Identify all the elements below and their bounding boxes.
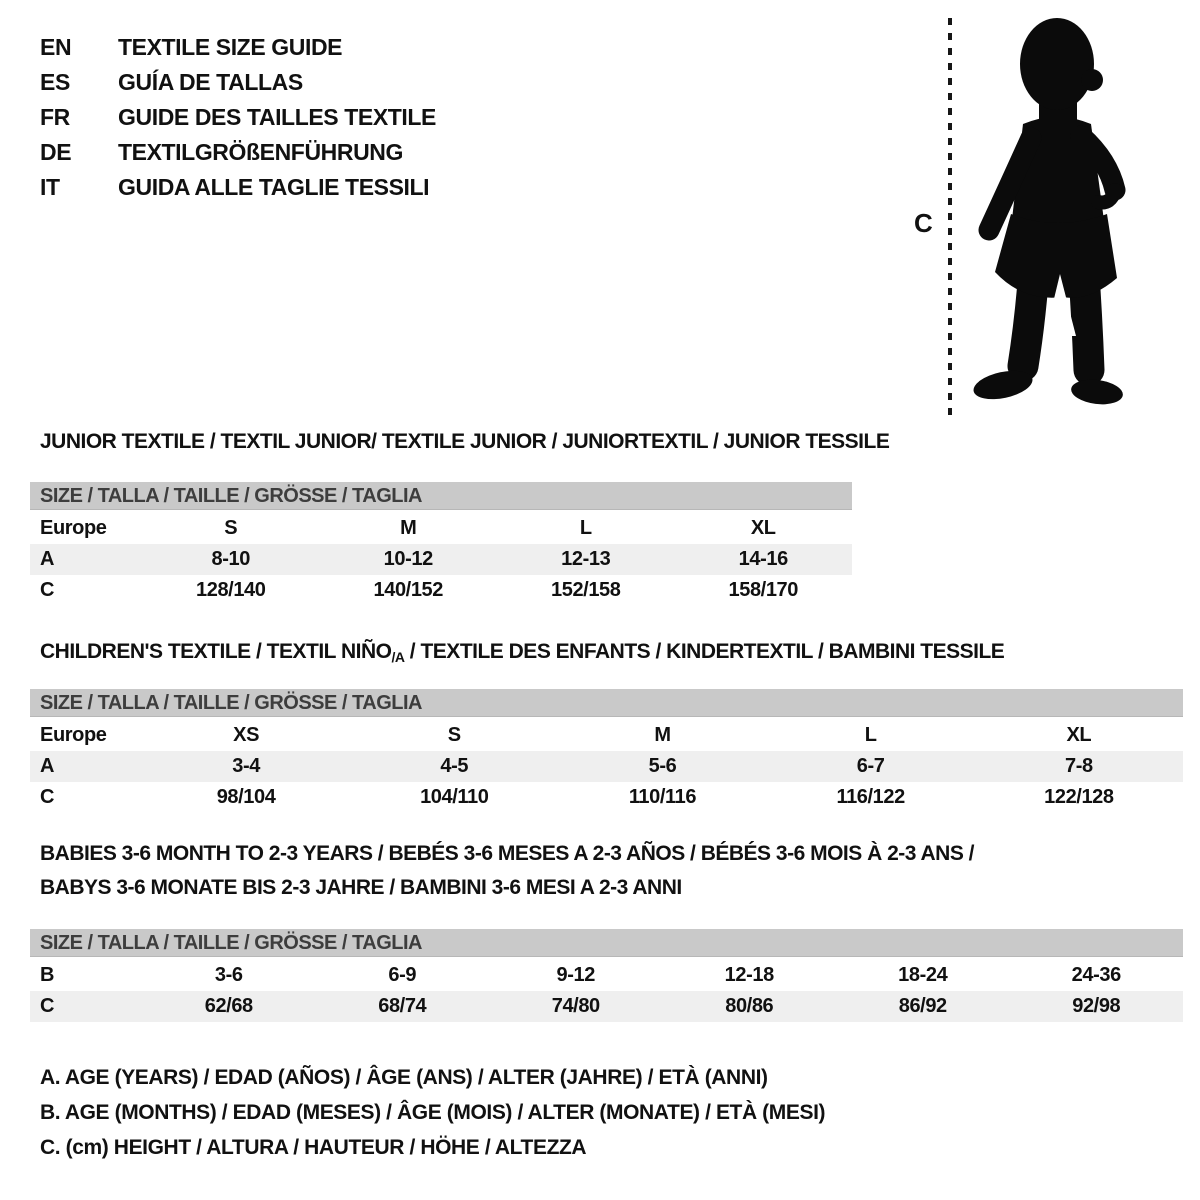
language-title-list — [40, 30, 436, 205]
size-header-bar: SIZE / TALLA / TAILLE / GRÖSSE / TAGLIA — [30, 689, 1183, 717]
size-cell: 92/98 — [1072, 995, 1121, 1017]
title-subscript: /A — [391, 649, 405, 665]
height-measure-line — [948, 18, 952, 416]
size-cell: XL — [1066, 724, 1092, 746]
lang-code: ES — [40, 69, 70, 95]
toddler-silhouette-icon — [962, 16, 1138, 416]
size-cell: 86/92 — [898, 995, 947, 1017]
lang-label: TEXTILE SIZE GUIDE — [118, 34, 343, 60]
size-cell: 5-6 — [648, 755, 677, 777]
legend-height-cm: C. (cm) HEIGHT / ALTURA / HAUTEUR / HÖHE / ALTEZZA — [40, 1136, 587, 1159]
table-row — [30, 720, 1183, 751]
lang-label: TEXTILGRÖßENFÜHRUNG — [118, 139, 403, 165]
row-label: C — [40, 579, 55, 601]
size-header-bar: SIZE / TALLA / TAILLE / GRÖSSE / TAGLIA — [30, 929, 1183, 957]
lang-label: GUIDA ALLE TAGLIE TESSILI — [118, 174, 430, 200]
section-title-junior: JUNIOR TEXTILE / TEXTIL JUNIOR/ TEXTILE JUNIOR / JUNIORTEXTIL / JUNIOR TESSILE — [40, 430, 890, 453]
size-cell: 24-36 — [1071, 964, 1121, 986]
lang-row-en — [40, 30, 436, 65]
size-header-bar: SIZE / TALLA / TAILLE / GRÖSSE / TAGLIA — [30, 482, 852, 510]
size-cell: 3-4 — [232, 755, 260, 777]
section-title-children — [40, 640, 1004, 665]
size-cell: M — [654, 724, 671, 746]
size-cell: 74/80 — [551, 995, 600, 1017]
table-row — [30, 991, 1183, 1022]
lang-label: GUÍA DE TALLAS — [118, 69, 303, 95]
row-label: Europe — [40, 517, 107, 539]
size-cell: 116/122 — [836, 786, 905, 808]
size-cell: 4-5 — [440, 755, 469, 777]
children-size-table — [30, 720, 1183, 813]
table-row — [30, 513, 852, 544]
table-row — [30, 960, 1183, 991]
table-row — [30, 782, 1183, 813]
junior-size-table — [30, 513, 852, 606]
size-cell: 6-9 — [388, 964, 417, 986]
row-label: C — [40, 786, 55, 808]
measure-legend — [40, 1060, 825, 1165]
size-cell: 104/110 — [420, 786, 489, 808]
lang-label: GUIDE DES TAILLES TEXTILE — [118, 104, 436, 130]
row-label: B — [40, 964, 55, 986]
size-cell: 98/104 — [216, 786, 276, 808]
table-row — [30, 544, 852, 575]
size-cell: 18-24 — [898, 964, 948, 986]
size-cell: 14-16 — [738, 548, 788, 570]
size-cell: 122/128 — [1044, 786, 1114, 808]
section-title-babies-line1: BABIES 3-6 MONTH TO 2-3 YEARS / BEBÉS 3-6 MESES A 2-3 AÑOS / BÉBÉS 3-6 MOIS À 2-3 ANS / — [40, 842, 975, 865]
babies-size-table — [30, 960, 1183, 1022]
size-cell: 10-12 — [383, 548, 433, 570]
size-cell: 128/140 — [196, 579, 266, 601]
lang-code: EN — [40, 34, 72, 60]
size-cell: S — [447, 724, 461, 746]
lang-code: DE — [40, 139, 72, 165]
title-text: CHILDREN'S TEXTILE / TEXTIL NIÑO — [40, 640, 392, 663]
size-cell: 152/158 — [551, 579, 621, 601]
size-cell: 12-18 — [724, 964, 774, 986]
title-text: / TEXTILE DES ENFANTS / KINDERTEXTIL / BAMBINI TESSILE — [404, 640, 1005, 663]
size-cell: M — [400, 517, 417, 539]
size-cell: 3-6 — [214, 964, 243, 986]
lang-row-it — [40, 170, 436, 205]
lang-row-es — [40, 65, 436, 100]
row-label: A — [40, 548, 55, 570]
lang-code: IT — [40, 174, 60, 200]
table-row — [30, 575, 852, 606]
lang-row-de — [40, 135, 436, 170]
table-row — [30, 751, 1183, 782]
row-label: C — [40, 995, 55, 1017]
size-cell: 68/74 — [378, 995, 427, 1017]
section-title-babies-line2: BABYS 3-6 MONATE BIS 2-3 JAHRE / BAMBINI 3-6 MESI A 2-3 ANNI — [40, 876, 682, 899]
size-cell: 62/68 — [204, 995, 253, 1017]
legend-age-months: B. AGE (MONTHS) / EDAD (MESES) / ÂGE (MOIS) / ALTER (MONATE) / ETÀ (MESI) — [40, 1101, 826, 1124]
size-cell: S — [224, 517, 238, 539]
size-cell: 12-13 — [561, 548, 611, 570]
lang-code: FR — [40, 104, 70, 130]
height-measure-label: C — [914, 208, 933, 238]
size-cell: 9-12 — [556, 964, 595, 986]
size-cell: 8-10 — [211, 548, 250, 570]
size-cell: 140/152 — [373, 579, 443, 601]
lang-row-fr — [40, 100, 436, 135]
size-cell: XL — [750, 517, 776, 539]
size-cell: 80/86 — [725, 995, 774, 1017]
size-cell: L — [579, 517, 592, 539]
row-label: Europe — [40, 724, 107, 746]
size-cell: 7-8 — [1065, 755, 1093, 777]
size-cell: 110/116 — [628, 786, 697, 808]
size-cell: XS — [233, 724, 260, 746]
row-label: A — [40, 755, 55, 777]
size-cell: 6-7 — [856, 755, 885, 777]
size-cell: 158/170 — [728, 579, 798, 601]
legend-age-years: A. AGE (YEARS) / EDAD (AÑOS) / ÂGE (ANS) / ALTER (JAHRE) / ETÀ (ANNI) — [40, 1066, 768, 1089]
size-cell: L — [864, 724, 877, 746]
